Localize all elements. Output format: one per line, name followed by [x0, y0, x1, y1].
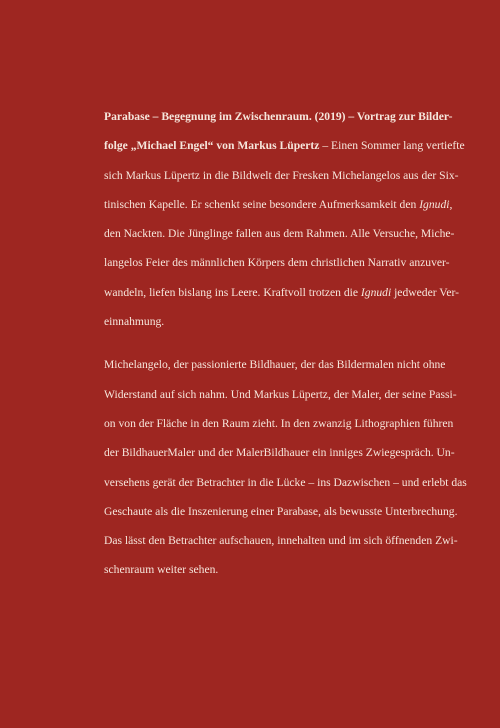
text-line — [104, 380, 457, 409]
paragraph-2 — [104, 350, 467, 584]
text-run: Ignudi — [360, 285, 392, 299]
text-line — [104, 102, 453, 131]
text-run: Michelangelo, der passionierte Bildhauer, der das Bildermalen nicht ohne — [104, 358, 446, 372]
text-line — [104, 409, 454, 438]
text-run: langelos Feier des männlichen Körpers dem christlichen Narrativ anzuver- — [104, 256, 450, 270]
paragraph-gap — [104, 336, 415, 350]
text-line — [104, 555, 415, 584]
text-run: on von der Fläche in den Raum zieht. In den zwanzig Lithographien führen — [104, 416, 454, 430]
paragraph-1 — [104, 102, 465, 336]
document-text — [104, 102, 467, 585]
text-run: Geschaute als die Inszenierung einer Parabase, als bewusste Unterbrechung. — [104, 504, 458, 518]
text-run: der BildhauerMaler und der MalerBildhauer ein inniges Zwiegespräch. Un- — [104, 446, 455, 460]
text-line — [104, 248, 450, 277]
text-line — [104, 350, 446, 379]
text-line — [104, 131, 465, 160]
text-line — [104, 219, 455, 248]
text-run: wandeln, liefen bislang ins Leere. Kraftvoll trotzen die — [104, 285, 361, 299]
text-run: sich Markus Lüpertz in die Bildwelt der Fresken Michelangelos aus der Six- — [104, 168, 459, 182]
text-line — [104, 161, 459, 190]
text-run: den Nackten. Die Jünglinge fallen aus dem Rahmen. Alle Versuche, Miche- — [104, 227, 455, 241]
text-line — [104, 438, 455, 467]
text-run: versehens gerät der Betrachter in die Lücke – ins Dazwischen – und erlebt das — [104, 475, 467, 489]
text-line — [104, 497, 458, 526]
text-run: Ignudi, — [419, 197, 453, 211]
text-run: jedweder Ver- — [391, 285, 459, 299]
text-line — [104, 526, 458, 555]
text-line — [104, 307, 415, 336]
text-run: Widerstand auf sich nahm. Und Markus Lüpertz, der Maler, der seine Passi- — [104, 387, 457, 401]
text-run: schenraum weiter sehen. — [104, 563, 219, 577]
text-run: – Einen Sommer lang vertiefte — [319, 139, 465, 153]
text-line — [104, 278, 459, 307]
text-run: tinischen Kapelle. Er schenkt seine besondere Aufmerksamkeit den — [104, 197, 420, 211]
text-line — [104, 468, 467, 497]
text-run: Das lässt den Betrachter aufschauen, innehalten und im sich öffnenden Zwi- — [104, 534, 458, 548]
text-run: Parabase – Begegnung im Zwischenraum. (2019) – Vortrag zur Bilder- — [104, 110, 453, 123]
text-run: einnahmung. — [104, 315, 165, 329]
text-run: folge „Michael Engel“ von Markus Lüpertz — [104, 139, 320, 153]
text-line — [104, 190, 453, 219]
